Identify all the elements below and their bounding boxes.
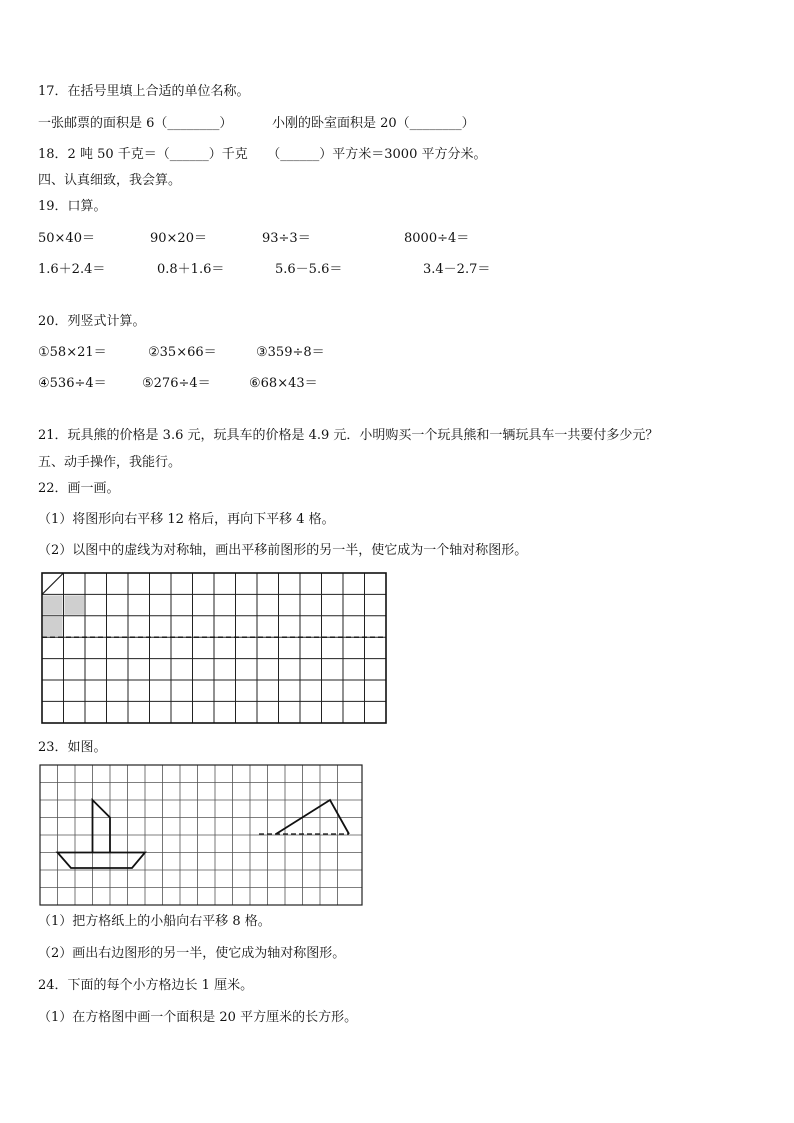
q19-r1-item: 90×20＝ [150, 231, 207, 246]
q22-part2: （2）以图中的虚线为对称轴，画出平移前图形的另一半，使它成为一个轴对称图形。 [38, 543, 528, 558]
q22-title: 22．画一画。 [38, 481, 120, 496]
shaded-cell [43, 595, 63, 614]
shaded-cell [43, 617, 63, 636]
q24-part1: （1）在方格图中画一个面积是 20 平方厘米的长方形。 [38, 1010, 358, 1025]
q20-title: 20．列竖式计算。 [38, 314, 146, 329]
q20-r1-item: ③359÷8＝ [256, 345, 325, 360]
q20-r2-item: ⑥68×43＝ [249, 376, 318, 391]
q20-r1-item: ①58×21＝ [38, 345, 107, 360]
q23-grid-figure [39, 764, 365, 908]
triangle-diagonal [42, 573, 64, 594]
q23-title: 23．如图。 [38, 740, 107, 755]
q22-part1: （1）将图形向右平移 12 格后，再向下平移 4 格。 [38, 512, 335, 527]
section-5-heading: 五、动手操作，我能行。 [38, 455, 182, 470]
q19-r1-item: 93÷3＝ [262, 231, 311, 246]
q20-r2-item: ④536÷4＝ [38, 376, 107, 391]
q19-title: 19．口算。 [38, 199, 107, 214]
q19-r1-item: 8000÷4＝ [404, 231, 470, 246]
q24-title: 24．下面的每个小方格边长 1 厘米。 [38, 978, 254, 993]
q19-r2-item: 5.6－5.6＝ [275, 262, 343, 277]
boat-figure [58, 800, 146, 868]
q22-grid-figure [41, 572, 389, 726]
q19-r2-item: 1.6＋2.4＝ [38, 262, 106, 277]
q17-stamp-area: 一张邮票的面积是 6（________） [38, 116, 233, 131]
half-triangle [276, 800, 349, 834]
q19-r2-item: 3.4－2.7＝ [423, 262, 491, 277]
q19-r1-item: 50×40＝ [38, 231, 95, 246]
q20-r2-item: ⑤276÷4＝ [142, 376, 211, 391]
q17-bedroom-area: 小刚的卧室面积是 20（________） [272, 116, 475, 131]
q17-title: 17．在括号里填上合适的单位名称。 [38, 84, 250, 99]
section-4-heading: 四、认真细致，我会算。 [38, 173, 182, 188]
q21-text: 21．玩具熊的价格是 3.6 元，玩具车的价格是 4.9 元．小明购买一个玩具熊和一辆玩具车一共要付多少元？ [38, 428, 659, 443]
q23-part2: （2）画出右边图形的另一半，使它成为轴对称图形。 [38, 946, 346, 961]
q19-r2-item: 0.8＋1.6＝ [157, 262, 225, 277]
q23-part1: （1）把方格纸上的小船向右平移 8 格。 [38, 914, 271, 929]
q18-text: 18．2 吨 50 千克＝（______）千克 （______）平方米＝3000 平方分米。 [38, 147, 487, 162]
q20-r1-item: ②35×66＝ [148, 345, 217, 360]
shaded-cell [65, 595, 85, 614]
